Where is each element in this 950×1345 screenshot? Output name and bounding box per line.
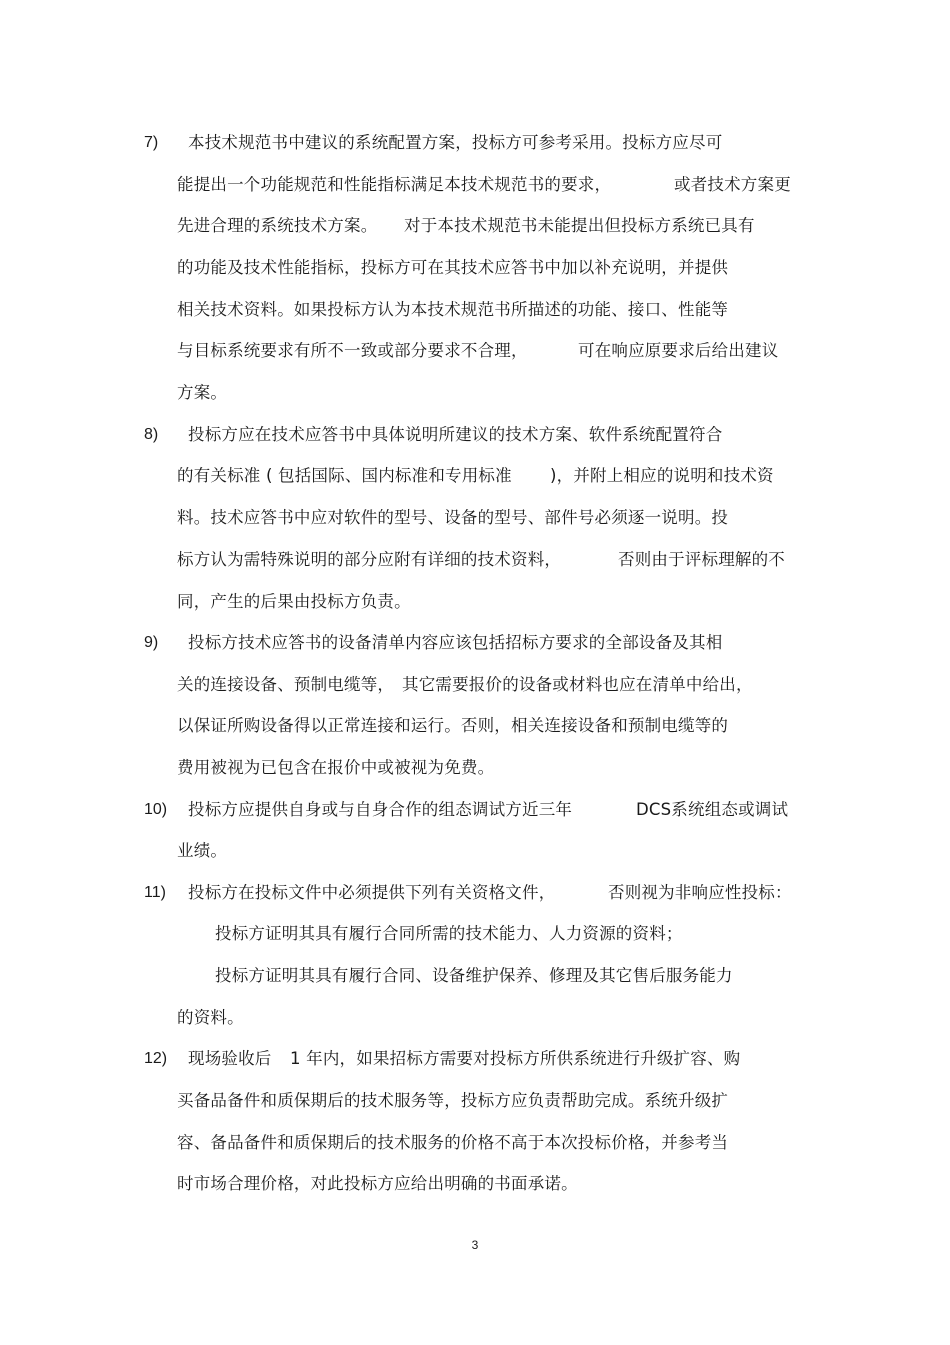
paragraph-line: 业绩。	[177, 841, 228, 860]
paragraph-line: 费用被视为已包含在报价中或被视为免费。	[177, 758, 495, 777]
paragraph-line: 投标方证明其具有履行合同、设备维护保养、修理及其它售后服务能力	[215, 966, 733, 985]
item-number: 8)	[144, 426, 159, 443]
paragraph-line: 容、备品备件和质保期后的技术服务的价格不高于本次投标价格，并参考当	[177, 1133, 729, 1152]
page-number: 3	[471, 1238, 479, 1252]
paragraph-line: 投标方应在技术应答书中具体说明所建议的技术方案、软件系统配置符合	[188, 425, 723, 444]
paragraph-line: 能提出一个功能规范和性能指标满足本技术规范书的要求，	[177, 175, 612, 194]
paragraph-line: 否则由于评标理解的不	[618, 550, 785, 569]
paragraph-line: 本技术规范书中建议的系统配置方案，投标方可参考采用。投标方应尽可	[188, 133, 723, 152]
paragraph-line: 相关技术资料。如果投标方认为本技术规范书所描述的功能、接口、性能等	[177, 300, 729, 319]
item-number: 10)	[144, 801, 168, 818]
item-number: 11)	[144, 884, 166, 901]
paragraph-line: 的有关标准 ( 包括国际、国内标准和专用标准	[177, 466, 512, 485]
item-number: 12)	[144, 1050, 168, 1067]
paragraph-line: 以保证所购设备得以正常连接和运行。否则，相关连接设备和预制电缆等的	[177, 716, 729, 735]
item-number: 9)	[144, 634, 159, 651]
paragraph-line: 标方认为需特殊说明的部分应附有详细的技术资料，	[177, 550, 562, 569]
paragraph-line: 同，产生的后果由投标方负责。	[177, 592, 411, 611]
paragraph-line: 方案。	[177, 383, 228, 402]
paragraph-line: )，并附上相应的说明和技术资	[550, 466, 774, 485]
paragraph-line: 对于本技术规范书未能提出但投标方系统已具有	[404, 216, 755, 235]
item-number: 7)	[144, 134, 159, 151]
paragraph-line: 或者技术方案更	[674, 175, 791, 194]
paragraph-line: 先进合理的系统技术方案。	[177, 216, 378, 235]
paragraph-line: 料。技术应答书中应对软件的型号、设备的型号、部件号必须逐一说明。投	[177, 508, 729, 527]
paragraph-line: 否则视为非响应性投标：	[608, 883, 792, 902]
paragraph-line: 与目标系统要求有所不一致或部分要求不合理，	[177, 341, 528, 360]
paragraph-line: 投标方技术应答书的设备清单内容应该包括招标方要求的全部设备及其相	[188, 633, 723, 652]
paragraph-line: 投标方证明其具有履行合同所需的技术能力、人力资源的资料；	[215, 924, 683, 943]
paragraph-line: 投标方应提供自身或与自身合作的组态调试方近三年	[188, 800, 573, 819]
paragraph-line: 投标方在投标文件中必须提供下列有关资格文件，	[188, 883, 556, 902]
paragraph-line: 买备品备件和质保期后的技术服务等，投标方应负责帮助完成。系统升级扩	[177, 1091, 729, 1110]
paragraph-line: 时市场合理价格，对此投标方应给出明确的书面承诺。	[177, 1174, 578, 1193]
paragraph-line: 其它需要报价的设备或材料也应在清单中给出，	[402, 675, 753, 694]
paragraph-line: 的资料。	[177, 1008, 244, 1027]
paragraph-line: DCS系统组态或调试	[636, 800, 789, 819]
paragraph-line: 关的连接设备、预制电缆等，	[177, 675, 395, 694]
paragraph-line: 的功能及技术性能指标，投标方可在其技术应答书中加以补充说明，并提供	[177, 258, 729, 277]
paragraph-line: 可在响应原要求后给出建议	[578, 341, 779, 360]
paragraph-line: 现场验收后	[188, 1049, 272, 1068]
paragraph-line: 1 年内，如果招标方需要对投标方所供系统进行升级扩容、购	[290, 1049, 741, 1068]
